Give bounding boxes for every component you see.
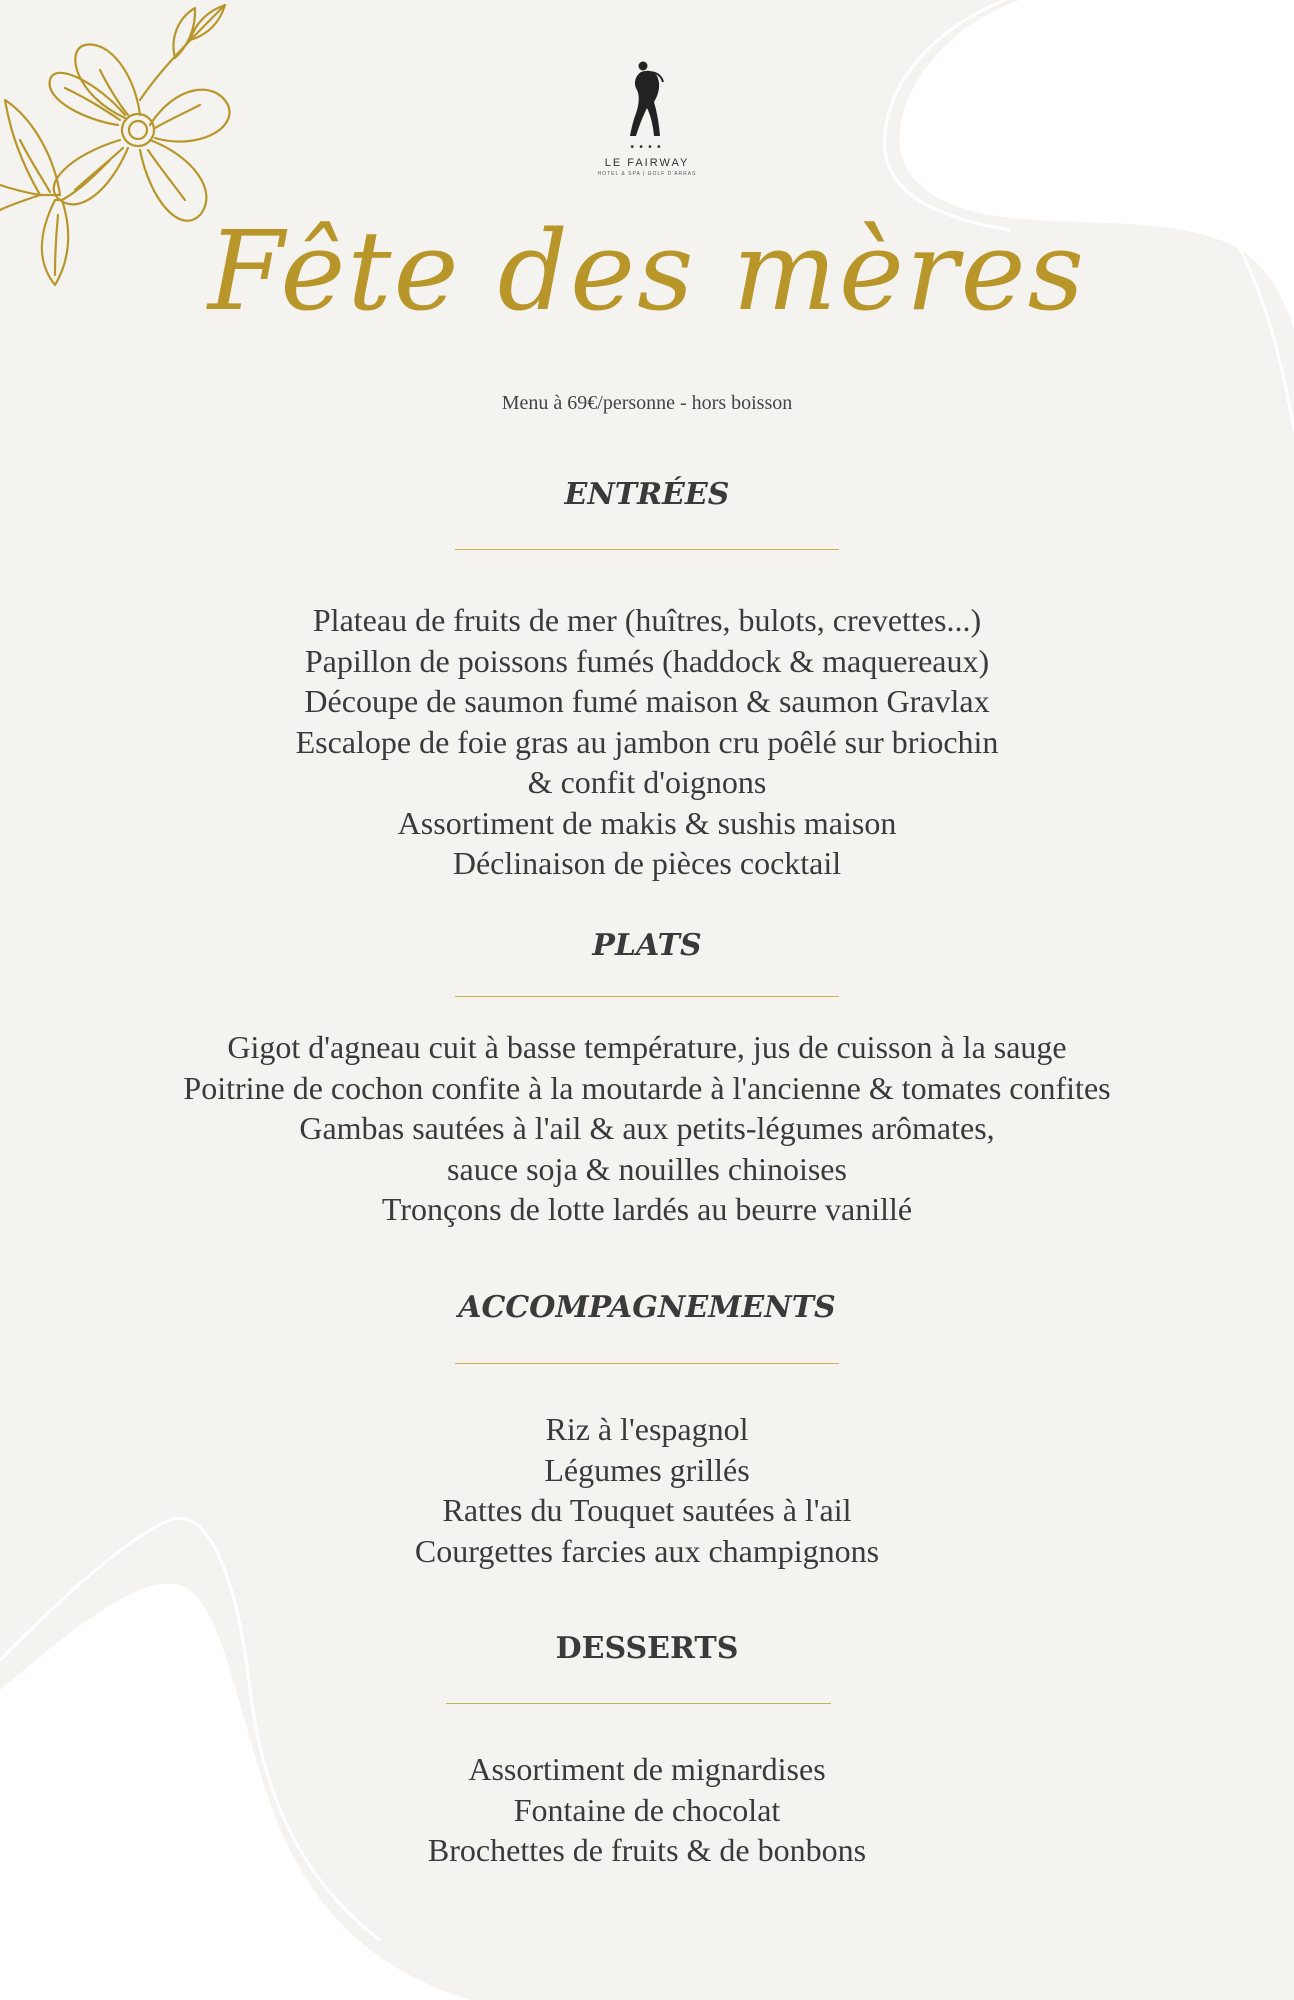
section-title-plats: PLATS	[592, 928, 702, 963]
logo-tagline: HOTEL & SPA | GOLF D'ARRAS	[597, 171, 697, 177]
section-items-plats	[0, 1027, 1294, 1230]
menu-item: Brochettes de fruits & de bonbons	[427, 1832, 867, 1868]
menu-item: Poitrine de cochon confite à la moutarde à l'ancienne & tomates confites	[183, 1069, 1111, 1106]
section-divider	[455, 996, 839, 997]
menu-item: Gigot d'agneau cuit à basse température, jus de cuisson à la sauge	[227, 1029, 1067, 1065]
page-title: Fête des mères	[207, 207, 1087, 335]
menu-item: Légumes grillés	[544, 1451, 750, 1488]
menu-item: Gambas sautées à l'ail & aux petits-légumes arômates,	[299, 1110, 995, 1146]
section-items-desserts	[0, 1749, 1294, 1871]
menu-item: Plateau de fruits de mer (huîtres, bulots, crevettes...)	[312, 602, 982, 638]
section-title-accompagnements: ACCOMPAGNEMENTS	[458, 1290, 836, 1325]
menu-item: Découpe de saumon fumé maison & saumon Gravlax	[304, 683, 990, 719]
menu-item: sauce soja & nouilles chinoises	[447, 1150, 847, 1187]
menu-item: Rattes du Touquet sautées à l'ail	[442, 1492, 852, 1528]
menu-item: & confit d'oignons	[527, 764, 767, 800]
menu-item: Escalope de foie gras au jambon cru poêlé sur briochin	[295, 723, 999, 760]
section-divider	[455, 1363, 839, 1364]
menu-item: Papillon de poissons fumés (haddock & maquereaux)	[304, 642, 990, 679]
section-items-accompagnements	[0, 1409, 1294, 1571]
menu-item: Riz à l'espagnol	[545, 1411, 749, 1447]
menu-item: Tronçons de lotte lardés au beurre vanillé	[381, 1191, 913, 1227]
golfer-icon	[627, 60, 667, 140]
section-title-desserts: DESSERTS	[555, 1631, 739, 1666]
logo-name: LE FAIRWAY	[604, 157, 690, 169]
section-items-entrees	[0, 600, 1294, 884]
section-divider	[455, 549, 839, 550]
menu-item: Déclinaison de pièces cocktail	[452, 845, 842, 881]
menu-price: Menu à 69€/personne - hors boisson	[501, 392, 793, 414]
menu-item: Fontaine de chocolat	[513, 1791, 781, 1828]
section-title-entrees: ENTRÉES	[564, 477, 730, 512]
logo-dots: ••••	[629, 142, 665, 153]
menu-item: Courgettes farcies aux champignons	[414, 1532, 880, 1569]
menu-item: Assortiment de makis & sushis maison	[397, 804, 897, 841]
menu-item: Assortiment de mignardises	[468, 1751, 826, 1787]
hotel-logo	[597, 60, 697, 177]
section-divider	[446, 1703, 831, 1704]
